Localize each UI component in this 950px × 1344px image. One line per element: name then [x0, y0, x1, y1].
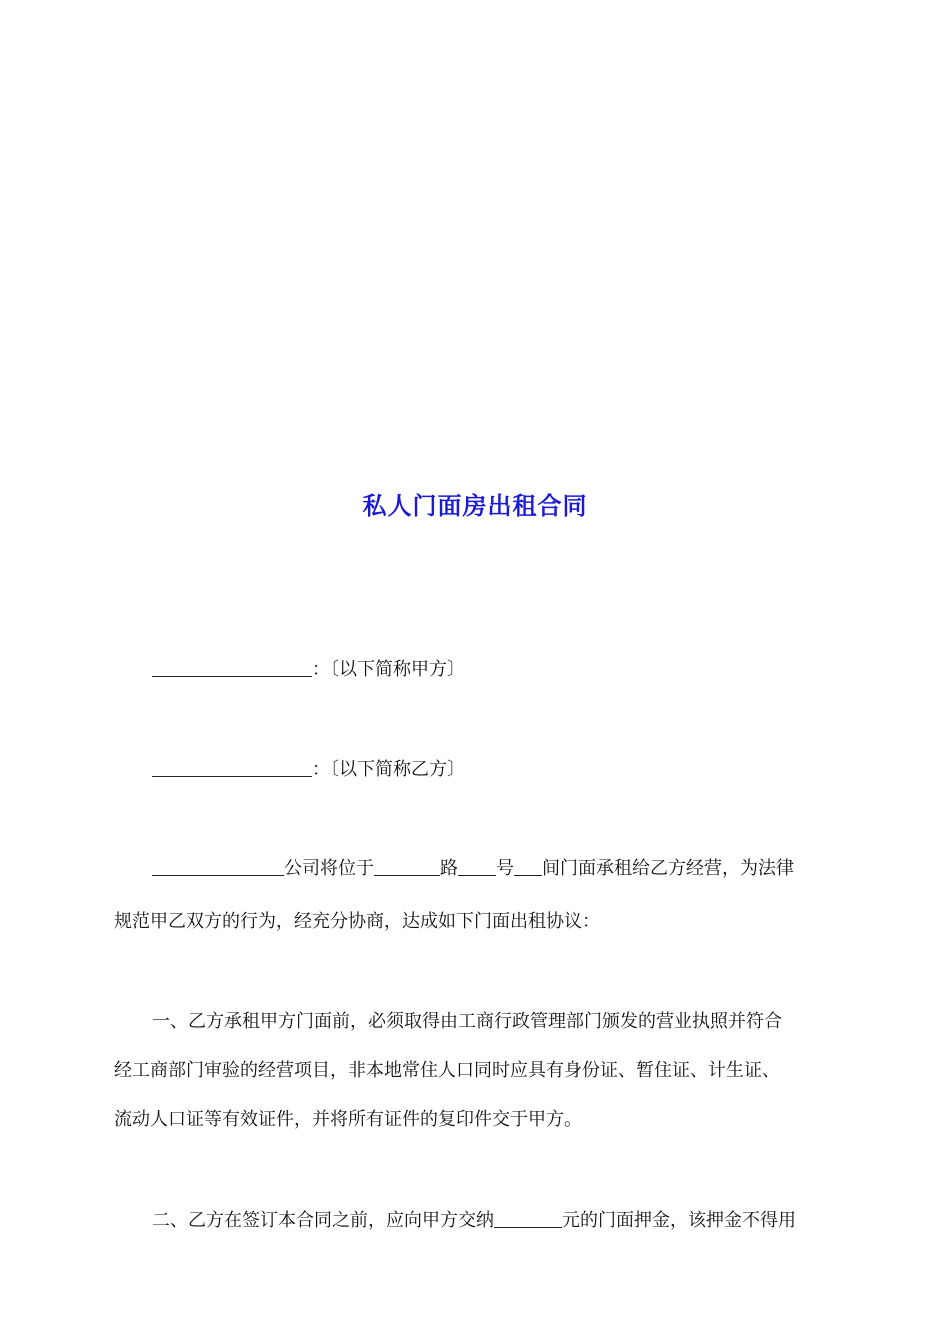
unit-count-blank[interactable] — [514, 857, 542, 876]
clause-1-line-1: 一、乙方承租甲方门面前，必须取得由工商行政管理部门颁发的营业执照并符合 — [152, 1011, 782, 1032]
company-blank[interactable] — [152, 857, 284, 876]
clause-2-line-1 — [152, 1209, 796, 1233]
party-a-line — [152, 658, 465, 682]
intro-seg-1: 公司将位于 — [284, 858, 374, 879]
clause-1-line-3: 流动人口证等有效证件，并将所有证件的复印件交于甲方。 — [114, 1109, 582, 1130]
intro-seg-2: 路 — [440, 858, 458, 879]
party-b-line — [152, 758, 465, 782]
clause-2-seg-2: 元的门面押金，该押金不得用 — [562, 1210, 796, 1231]
road-blank[interactable] — [374, 857, 440, 876]
intro-line-1 — [152, 857, 794, 881]
intro-line-2: 规范甲乙双方的行为，经充分协商，达成如下门面出租协议： — [114, 911, 600, 932]
party-a-blank[interactable] — [152, 658, 312, 677]
party-b-blank[interactable] — [152, 758, 312, 777]
deposit-amount-blank[interactable] — [494, 1209, 562, 1228]
intro-seg-3: 号 — [496, 858, 514, 879]
party-a-label: ：〔以下简称甲方〕 — [312, 659, 465, 680]
number-blank[interactable] — [458, 857, 496, 876]
clause-2-seg-1: 二、乙方在签订本合同之前，应向甲方交纳 — [152, 1210, 494, 1231]
clause-1-line-2: 经工商部门审验的经营项目，非本地常住人口同时应具有身份证、暂住证、计生证、 — [114, 1060, 780, 1081]
intro-seg-4: 间门面承租给乙方经营，为法律 — [542, 858, 794, 879]
document-title: 私人门面房出租合同 — [362, 491, 588, 520]
party-b-label: ：〔以下简称乙方〕 — [312, 759, 465, 780]
